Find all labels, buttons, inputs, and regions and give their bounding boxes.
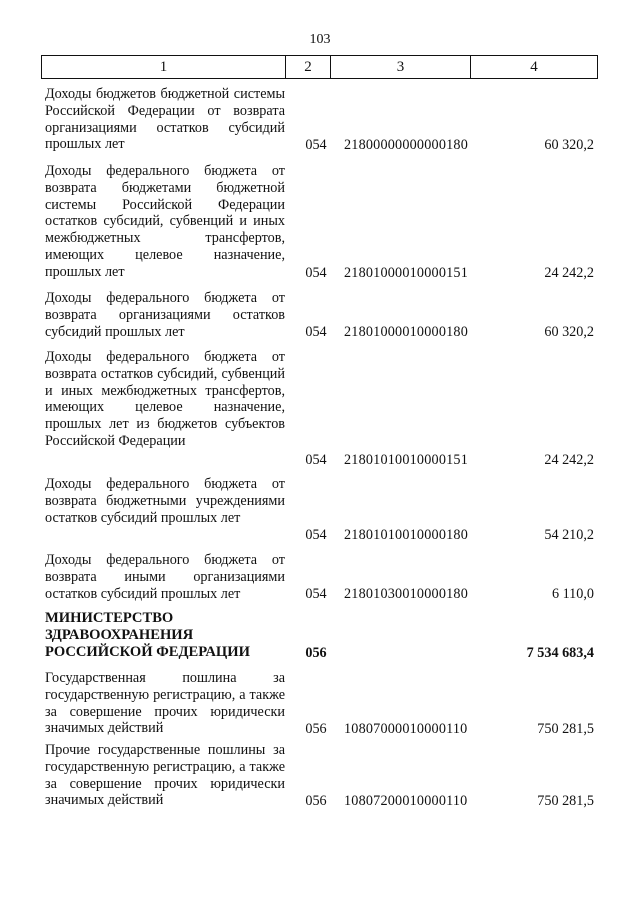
row-description: Доходы федерального бюджета от возврата иными организациями остатков субсидий прошлых лет: [45, 552, 285, 602]
row-budget-code: 10807200010000110: [344, 793, 468, 810]
table-row: [0, 290, 640, 341]
column-header-2: 2: [286, 56, 331, 79]
row-budget-code: 10807000010000110: [344, 721, 468, 738]
table-row: [0, 552, 640, 603]
ministry-name: МИНИСТЕРСТВО ЗДРАВООХРАНЕНИЯ РОССИЙСКОЙ ФЕДЕРАЦИИ: [45, 610, 250, 660]
row-amount: 60 320,2: [544, 137, 594, 154]
table-row: [0, 476, 640, 544]
column-header-4: 4: [471, 56, 598, 79]
table-row: [0, 163, 640, 282]
row-amount: 750 281,5: [537, 721, 594, 738]
row-description: Доходы федерального бюджета от возврата остатков субсидий, субвенций и иных межбюджетных трансфертов, имеющих целевое назначение, прошлых лет из бюджетов субъектов Российской Федерации: [45, 349, 285, 449]
row-admin-code: 056: [305, 721, 327, 738]
column-header-1: 1: [42, 56, 286, 79]
column-header-3: 3: [331, 56, 471, 79]
row-description: Прочие государственные пошлины за государственную регистрацию, а также за совершение прочих юридически значимых действий: [45, 742, 285, 809]
column-header-row: [42, 56, 598, 79]
ministry-admin-code: 056: [305, 645, 327, 662]
row-budget-code: 21801010010000151: [344, 452, 468, 469]
row-description: Доходы федерального бюджета от возврата бюджетными учреждениями остатков субсидий прошлых лет: [45, 476, 285, 526]
row-admin-code: 054: [305, 324, 327, 341]
table-row: [0, 86, 640, 155]
column-header-table: [41, 55, 598, 79]
table-row: [0, 349, 640, 469]
table-row: [0, 742, 640, 810]
row-amount: 60 320,2: [544, 324, 594, 341]
row-description: Доходы федерального бюджета от возврата бюджетами бюджетной системы Российской Федерации остатков субсидий, субвенций и иных межбюджетных трансфертов, имеющих целевое назначение, прошлых лет: [45, 163, 285, 280]
row-amount: 24 242,2: [544, 452, 594, 469]
row-amount: 750 281,5: [537, 793, 594, 810]
row-amount: 54 210,2: [544, 527, 594, 544]
row-admin-code: 054: [305, 527, 327, 544]
page-number: 103: [309, 32, 331, 47]
row-admin-code: 054: [305, 137, 327, 154]
row-admin-code: 056: [305, 793, 327, 810]
row-description: Доходы бюджетов бюджетной системы Российской Федерации от возврата организациями остатков субсидий прошлых лет: [45, 86, 285, 153]
row-admin-code: 054: [305, 586, 327, 603]
row-budget-code: 21801030010000180: [344, 586, 468, 603]
row-description: Доходы федерального бюджета от возврата организациями остатков субсидий прошлых лет: [45, 290, 285, 340]
row-admin-code: 054: [305, 265, 327, 282]
row-admin-code: 054: [305, 452, 327, 469]
row-amount: 24 242,2: [544, 265, 594, 282]
ministry-total-amount: 7 534 683,4: [526, 645, 594, 662]
ministry-row: [0, 610, 640, 662]
row-description: Государственная пошлина за государственную регистрацию, а также за совершение прочих юридически значимых действий: [45, 670, 285, 737]
table-row: [0, 670, 640, 738]
row-budget-code: 21801000010000180: [344, 324, 468, 341]
row-budget-code: 21801010010000180: [344, 527, 468, 544]
row-amount: 6 110,0: [551, 586, 594, 603]
row-budget-code: 21801000010000151: [344, 265, 468, 282]
row-budget-code: 21800000000000180: [344, 137, 468, 154]
